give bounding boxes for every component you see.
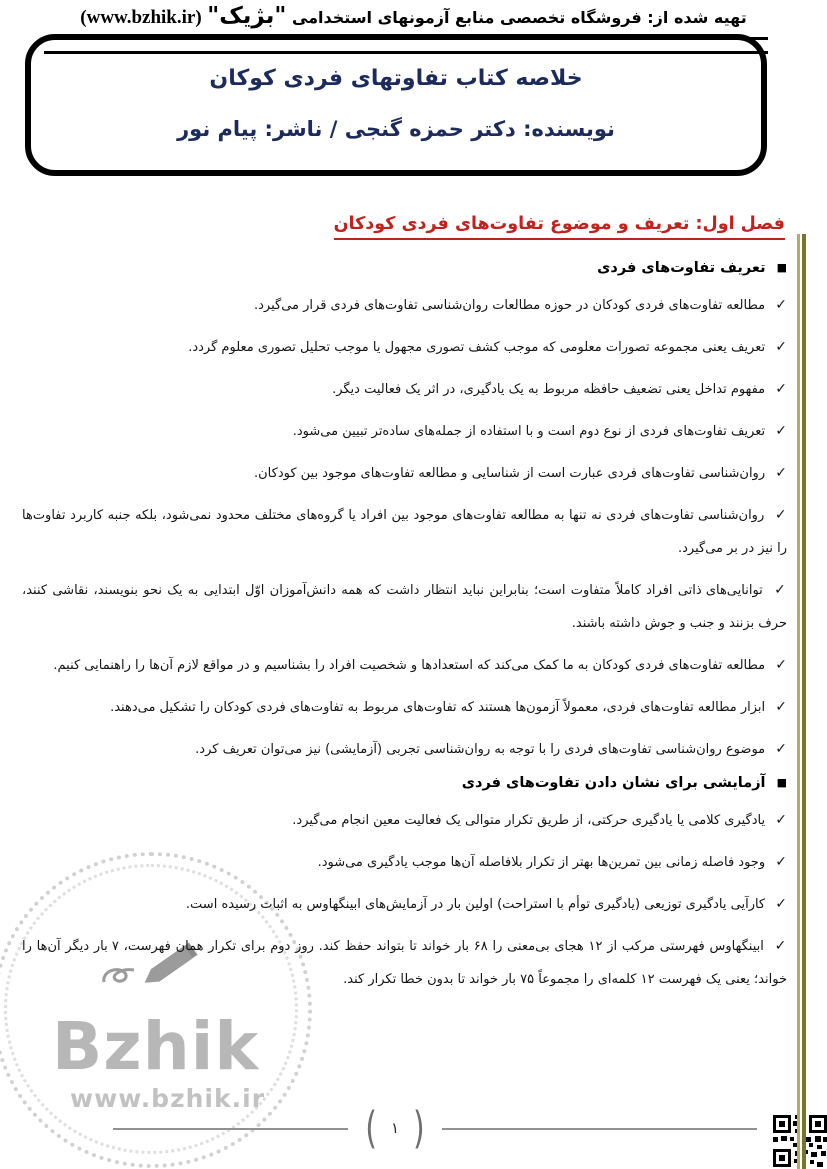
check-icon: ✓ [774, 507, 787, 523]
book-title: خلاصه کتاب تفاوتهای فردی کوکان [209, 66, 583, 91]
header-site-url: (www.bzhik.ir) [80, 7, 202, 28]
header-brand: "بژیک" [207, 3, 287, 29]
bullet-text: کارآیی یادگیری توزیعی (یادگیری توأم با استراحت) اولین بار در آزمایش‌های ابینگهاوس به اثبات رسیده است. [185, 897, 766, 912]
page-number-open-bracket: ( [365, 1102, 377, 1154]
bullet-item [22, 846, 787, 879]
watermark-url: www.bzhik.ir [70, 1084, 266, 1113]
check-icon: ✓ [775, 423, 787, 439]
page-header [40, 3, 787, 29]
section-items [22, 289, 787, 766]
bullet-item [22, 289, 787, 322]
right-gold-rule [797, 234, 806, 1169]
bullet-item [22, 373, 787, 406]
bullet-text: ابزار مطالعه تفاوت‌های فردی، معمولاً آزمون‌ها هستند که تفاوت‌های مربوط به تفاوت‌های فردی کودکان را تشکیل می‌دهند. [110, 700, 766, 715]
page-content [22, 258, 787, 1005]
bullet-text: مطالعه تفاوت‌های فردی کودکان در حوزه مطالعات روان‌شناسی تفاوت‌های فردی قرار می‌گیرد. [254, 298, 766, 313]
check-icon: ✓ [775, 699, 787, 715]
bullet-text: تعریف تفاوت‌های فردی از نوع دوم است و با استفاده از جمله‌های ساده‌تر تبیین می‌شود. [292, 424, 766, 439]
bullet-item [22, 649, 787, 682]
bullet-item [22, 457, 787, 490]
header-double-rule [44, 37, 768, 54]
title-box [25, 34, 767, 176]
bullet-item [22, 733, 787, 766]
check-icon: ✓ [774, 938, 788, 954]
bullet-item [22, 415, 787, 448]
bullet-text: مفهوم تداخل یعنی تضعیف حافظه مربوط به یک یادگیری، در اثر یک فعالیت دیگر. [332, 382, 766, 397]
bullet-text: روان‌شناسی تفاوت‌های فردی نه تنها به مطالعه تفاوت‌های موجود بین افراد یا گروه‌های مختلف محدود نمی‌شود، بلکه جنبه کاربرد تفاوت‌ها را نیز در بر می‌گیرد. [22, 508, 787, 556]
check-icon: ✓ [775, 896, 787, 912]
bullet-text: وجود فاصله زمانی بین تمرین‌ها بهتر از تکرار بلافاصله آن‌ها موجب یادگیری می‌شود. [317, 855, 766, 870]
bullet-text: تعریف یعنی مجموعه تصورات معلومی که موجب کشف تصوری مجهول یا موجب تحلیل تصوری معلوم گردد. [188, 340, 766, 355]
check-icon: ✓ [775, 741, 787, 757]
section-heading [22, 775, 787, 791]
bullet-item [22, 691, 787, 724]
check-icon: ✓ [774, 582, 787, 598]
page-number-group [348, 1104, 442, 1152]
bullet-item [22, 888, 787, 921]
bullet-text: موضوع روان‌شناسی تفاوت‌های فردی را با توجه به روان‌شناسی تجربی (آزمایشی) نیز می‌توان تعریف کرد. [195, 742, 766, 757]
check-icon: ✓ [775, 297, 787, 313]
section-title: آزمایشی برای نشان دادن تفاوت‌های فردی [461, 775, 766, 791]
bullet-item [22, 499, 787, 565]
bullet-item [22, 331, 787, 364]
bullet-text: روان‌شناسی تفاوت‌های فردی عبارت است از شناسایی و مطالعه تفاوت‌های موجود بین کودکان. [253, 466, 766, 481]
author-publisher: نویسنده: دکتر حمزه گنجی / ناشر: پیام نور [177, 117, 615, 141]
bullet-text: ابینگهاوس فهرستی مرکب از ۱۲ هجای بی‌معنی را ۶۸ بار خواند تا بتواند حفظ کند. روز دوم برای تکرار همان فهرست، ۷ بار دیگر آن‌ها را خواند؛ یعنی یک فهرست ۱۲ کلمه‌ای را مجموعاً ۷۵ بار خواند تا بدون خطا تکرار کند. [22, 939, 787, 987]
check-icon: ✓ [775, 657, 787, 673]
header-prefix: تهیه شده از: فروشگاه تخصصی منابع آزمونهای استخدامی [291, 8, 747, 27]
bullet-item [22, 930, 787, 996]
section-items [22, 804, 787, 996]
check-icon: ✓ [775, 812, 787, 828]
page-number-close-bracket: ) [413, 1102, 425, 1154]
section-title: تعریف تفاوت‌های فردی [597, 260, 766, 276]
bullet-text: توانایی‌های ذاتی افراد کاملاً متفاوت است؛ بنابراین نباید انتظار داشت که همه دانش‌آموزان اوّل ابتدایی به یک نحو بنویسند، نقاشی کنند، حرف بزنند و جنب و جوش داشته باشند. [22, 583, 787, 631]
bullet-item [22, 574, 787, 640]
bullet-item [22, 804, 787, 837]
check-icon: ✓ [775, 381, 787, 397]
check-icon: ✓ [775, 465, 787, 481]
square-bullet-icon: ■ [776, 776, 787, 789]
check-icon: ✓ [775, 854, 787, 870]
square-bullet-icon: ■ [776, 261, 787, 274]
section-heading [22, 260, 787, 276]
chapter-heading: فصل اول: تعریف و موضوع تفاوت‌های فردی کودکان [40, 214, 785, 240]
check-icon: ✓ [775, 339, 787, 355]
bullet-text: مطالعه تفاوت‌های فردی کودکان به ما کمک می‌کند که استعدادها و شخصیت افراد را بشناسیم و در مواقع لازم آن‌ها را راهنمایی کنیم. [53, 658, 766, 673]
bullet-text: یادگیری کلامی یا یادگیری حرکتی، از طریق تکرار متوالی یک فعالیت معین انجام می‌گیرد. [292, 813, 766, 828]
page-number: ۱ [390, 1119, 400, 1137]
watermark-brand: Bzhik [52, 1008, 260, 1085]
